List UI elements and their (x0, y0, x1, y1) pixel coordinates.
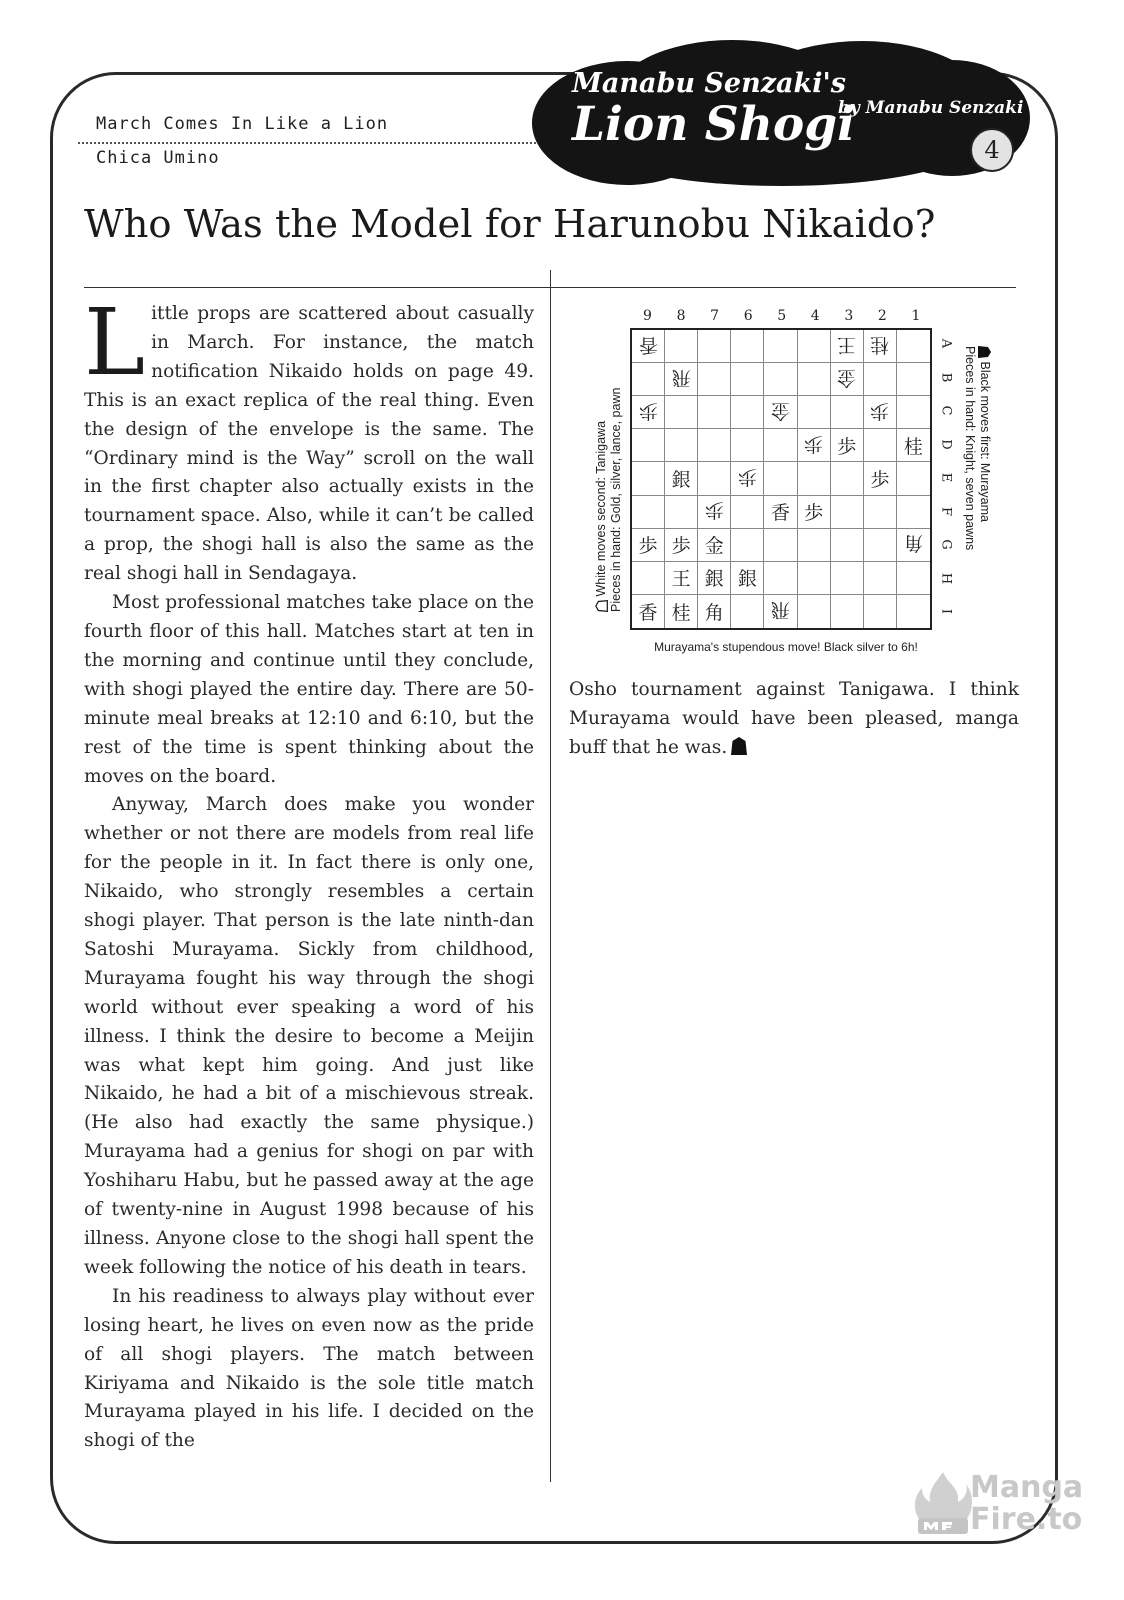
diagram-caption: Murayama's stupendous move! Black silver to 6h! (654, 640, 918, 654)
black-piece: 歩 (804, 502, 824, 525)
board-square (798, 330, 831, 363)
board-square (665, 396, 698, 429)
board-square (831, 429, 864, 462)
article-paragraph-4: In his readiness to always play without ever losing heart, he lives on even now as the pride of all shogi players. The match between Kiriyama and Nikaido is the sole title match Murayama played in his life. I decided on the shogi of the (84, 1285, 534, 1452)
board-square (764, 330, 797, 363)
file-label: 5 (777, 308, 787, 324)
black-piece: 王 (671, 568, 691, 591)
issue-number-badge: 4 (970, 128, 1014, 172)
board-square (897, 330, 930, 363)
board-square (764, 429, 797, 462)
rank-label: I (938, 609, 954, 615)
file-label: 8 (676, 308, 686, 324)
black-piece: 銀 (737, 568, 757, 591)
board-square (665, 429, 698, 462)
board-square (831, 529, 864, 562)
white-piece: 飛 (770, 598, 790, 621)
white-piece: 歩 (737, 465, 757, 488)
black-piece: 桂 (903, 435, 923, 458)
board-square (698, 462, 731, 495)
byline: by Manabu Senzaki (838, 98, 1024, 118)
black-piece: 香 (638, 601, 658, 624)
board-square (665, 462, 698, 495)
board-square (897, 462, 930, 495)
column-title-line1: Manabu Senzaki's (572, 68, 846, 99)
board-square (731, 462, 764, 495)
drop-cap: L (84, 289, 146, 396)
board-square (698, 363, 731, 396)
black-moves-first: Black moves first: Murayama (978, 361, 992, 522)
board-square (798, 562, 831, 595)
board-square (831, 462, 864, 495)
board-square (798, 529, 831, 562)
file-label: 7 (710, 308, 720, 324)
rank-label: F (938, 506, 954, 516)
board-square (764, 562, 797, 595)
white-piece: 香 (638, 333, 658, 356)
header-dotted-rule (78, 142, 548, 144)
board-square (897, 429, 930, 462)
board-square (864, 363, 897, 396)
series-header (96, 114, 546, 168)
white-piece: 金 (837, 366, 857, 389)
watermark-flame-logo (908, 1468, 978, 1538)
board-square (897, 529, 930, 562)
file-label: 4 (810, 308, 820, 324)
article-paragraph-2: Most professional matches take place on the fourth floor of this hall. Matches start at ten in the morning and continue until they conclude, with shogi played the entire day. There are 50-minute meal breaks at 12:10 and 6:10, but the rest of the time is spent thinking about the moves on the board. (84, 592, 534, 787)
board-square (764, 363, 797, 396)
board-square (831, 363, 864, 396)
article-left-column (84, 289, 534, 1456)
board-square (632, 330, 665, 363)
board-square (764, 529, 797, 562)
board-square (831, 330, 864, 363)
board-square (864, 462, 897, 495)
white-piece: 飛 (671, 366, 691, 389)
board-square (864, 429, 897, 462)
article-paragraph-1 (84, 289, 534, 589)
board-square (632, 529, 665, 562)
board-square (864, 562, 897, 595)
watermark-text (970, 1472, 1083, 1536)
black-piece: 金 (704, 535, 724, 558)
board-square (864, 529, 897, 562)
white-piece: 角 (903, 532, 923, 555)
board-square (731, 429, 764, 462)
rank-label: H (938, 572, 954, 585)
watermark-line1: Manga (970, 1470, 1084, 1505)
board-square (731, 562, 764, 595)
black-piece-icon (978, 346, 991, 358)
white-moves-second: White moves second: Tanigawa (594, 420, 608, 597)
board-square (698, 496, 731, 529)
board-square (798, 462, 831, 495)
black-piece: 歩 (638, 535, 658, 558)
board-square (632, 595, 665, 628)
file-label: 1 (911, 308, 921, 324)
article-headline: Who Was the Model for Harunobu Nikaido? (84, 202, 936, 247)
board-square (798, 429, 831, 462)
rank-label: B (938, 372, 954, 382)
board-square (864, 595, 897, 628)
board-square (798, 396, 831, 429)
white-piece: 歩 (804, 432, 824, 455)
column-divider (550, 270, 551, 1482)
board-square (831, 396, 864, 429)
board-square (831, 496, 864, 529)
board-square (864, 396, 897, 429)
file-label: 2 (877, 308, 887, 324)
white-piece: 歩 (704, 499, 724, 522)
column-title-line2: Lion Shogi (572, 97, 855, 152)
board-square (698, 396, 731, 429)
board-square (864, 496, 897, 529)
article-paragraph-5 (569, 676, 1019, 763)
watermark-line2: Fire.to (970, 1502, 1083, 1537)
board-square (632, 396, 665, 429)
board-square (698, 562, 731, 595)
black-player-info (962, 330, 992, 630)
black-piece: 歩 (837, 435, 857, 458)
rank-label: E (938, 472, 954, 483)
board-square (632, 562, 665, 595)
board-square (632, 429, 665, 462)
board-square (731, 396, 764, 429)
board-square (798, 595, 831, 628)
rank-label: C (938, 405, 954, 416)
black-piece: 銀 (671, 468, 691, 491)
white-piece: 王 (837, 333, 857, 356)
black-piece: 歩 (671, 535, 691, 558)
board-square (731, 496, 764, 529)
board-square (632, 462, 665, 495)
board-square (764, 462, 797, 495)
white-piece: 桂 (870, 333, 890, 356)
file-label: 3 (844, 308, 854, 324)
board-square (698, 595, 731, 628)
board-square (764, 396, 797, 429)
shogi-diagram (592, 300, 1012, 660)
file-label: 6 (743, 308, 753, 324)
black-piece: 桂 (671, 601, 691, 624)
article-paragraph-3: Anyway, March does make you wonder whether or not there are models from real life for the people in it. In fact there is only one, Nikaido, who strongly resembles a certain shogi player. That person is the late ninth-dan Satoshi Murayama. Sickly from childhood, Murayama fought his way through the shogi world without ever speaking a word of his illness. I think the desire to become a Meijin was what kept him going. And just like Nikaido, he had a bit of a mischievous streak. (He also had exactly the same physique.) Murayama had a genius for shogi on par with Yoshiharu Habu, but he passed away at the age of twenty-nine in August 1998 because of his illness. Anyone close to the shogi hall spent the week following the notice of his death in tears. (84, 794, 534, 1278)
paragraph-1-text: ittle props are scattered about casually in March. For instance, the match notification Nikaido holds on page 49. This is an exact replica of the real thing. Even the design of the envelope is the same. The “Ordinary mind is the Way” scroll on the wall in the first chapter also actually exists in the tournament space. Also, while it can’t be called a prop, the shogi hall is also the same as the real shogi hall in Sendagaya. (84, 303, 534, 585)
board-square (731, 363, 764, 396)
white-player-info (594, 300, 628, 640)
board-square (665, 529, 698, 562)
board-square (665, 562, 698, 595)
series-author: Chica Umino (96, 148, 220, 168)
board-square (897, 595, 930, 628)
shogi-board (630, 328, 932, 630)
board-square (731, 595, 764, 628)
board-square (698, 330, 731, 363)
article-right-column (569, 676, 1019, 763)
board-square (897, 496, 930, 529)
rank-label: D (938, 438, 954, 450)
white-piece: 歩 (870, 399, 890, 422)
board-square (698, 529, 731, 562)
board-square (831, 595, 864, 628)
board-square (731, 529, 764, 562)
black-piece: 銀 (704, 568, 724, 591)
white-piece: 金 (770, 399, 790, 422)
black-piece: 香 (770, 502, 790, 525)
board-square (831, 562, 864, 595)
board-square (665, 330, 698, 363)
board-square (764, 496, 797, 529)
board-square (897, 562, 930, 595)
board-square (864, 330, 897, 363)
series-title: March Comes In Like a Lion (96, 114, 389, 134)
board-square (798, 363, 831, 396)
board-square (897, 363, 930, 396)
black-pieces-in-hand: Pieces in hand: Knight, seven pawns (963, 346, 977, 551)
board-square (632, 363, 665, 396)
black-piece: 角 (704, 601, 724, 624)
black-piece: 歩 (870, 468, 890, 491)
board-square (764, 595, 797, 628)
board-square (897, 396, 930, 429)
board-square (665, 363, 698, 396)
board-square (632, 496, 665, 529)
board-square (665, 496, 698, 529)
board-square (798, 496, 831, 529)
white-piece-icon (595, 600, 608, 612)
rank-label: G (938, 539, 954, 551)
white-piece: 歩 (638, 399, 658, 422)
board-square (698, 429, 731, 462)
white-pieces-in-hand: Pieces in hand: Gold, silver, lance, pawn (609, 387, 623, 612)
rank-label: A (938, 338, 954, 349)
end-mark-icon (731, 737, 747, 755)
board-square (665, 595, 698, 628)
file-label: 9 (643, 308, 652, 324)
column-title (572, 68, 855, 152)
paragraph-5-text: Osho tournament against Tanigawa. I think Murayama would have been pleased, manga buff that he was. (569, 679, 1019, 758)
board-square (731, 330, 764, 363)
